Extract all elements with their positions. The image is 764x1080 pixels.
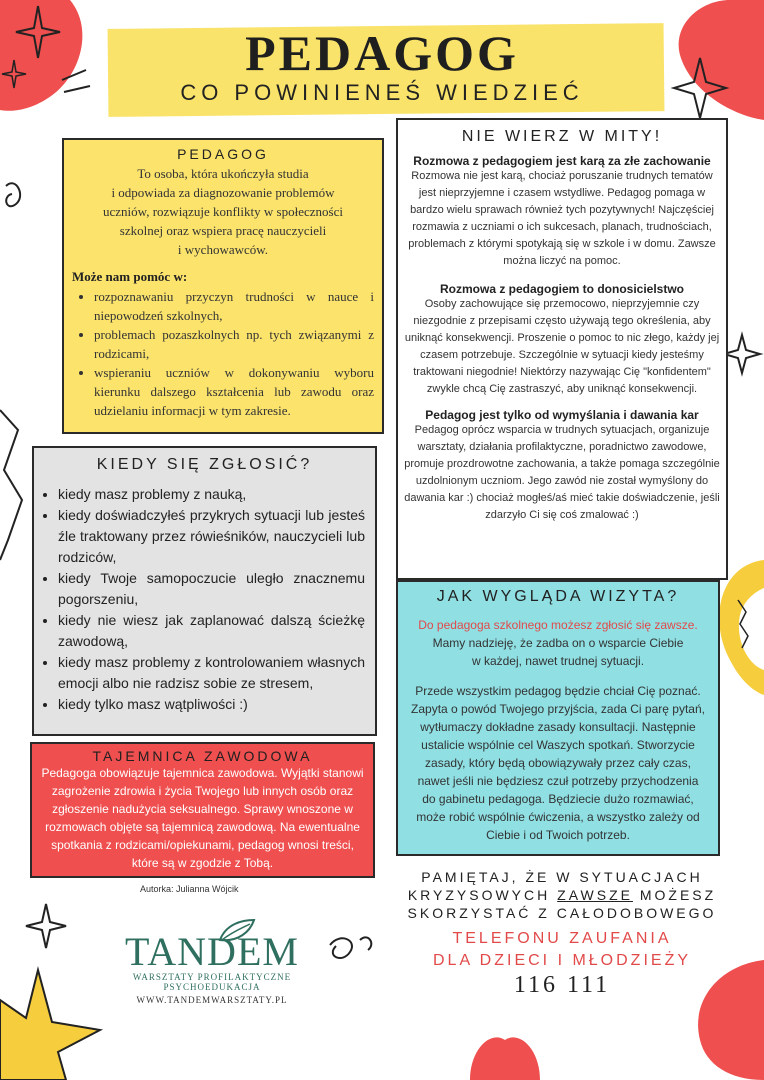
lightning-left (0, 410, 22, 560)
secret-box (30, 742, 375, 878)
crisis-line: PAMIĘTAJ, ŻE W SYTUACJACH (421, 869, 703, 885)
crisis-line (392, 886, 732, 904)
myth-title: Pedagog jest tylko od wymyślania i dawania kar (425, 408, 699, 422)
sparkle-bottom-left (26, 904, 66, 948)
when-heading: KIEDY SIĘ ZGŁOSIĆ? (96, 456, 313, 473)
help-list (64, 287, 382, 420)
squiggle-bottom (330, 937, 371, 958)
myth-title: Rozmowa z pedagogiem jest karą za złe zachowanie (413, 154, 711, 168)
myths-box (396, 118, 728, 580)
leaf-icon (216, 918, 256, 944)
intro-line: szkolnej oraz wspiera pracę nauczycieli (119, 223, 327, 238)
myths-list (398, 154, 726, 524)
page-title: PEDAGOG (245, 25, 519, 81)
visit-text: Przede wszystkim pedagog będzie chciał Cię poznać. Zapyta o powód Twojego przyjścia, zada Ci parę pytań, wytłumaczy dokładne zasady konsultacji. Następnie ustalicie wspólnie cel Waszych spotkań. Stworzycie zasady, który będą obowiązywały przez cały czas, nawet jeśli nie będziesz czuł potrzeby przychodzenia do gabinetu pedagoga. Będziecie dużo rozmawiać, może robić wspólnie ćwiczenia, a wszystko zależy od Ciebie i od Twoich potrzeb. (411, 684, 705, 842)
when-box (32, 446, 377, 736)
visit-box (396, 580, 720, 856)
hotline-name: TELEFONU ZAUFANIA (452, 930, 672, 947)
visit-highlight: Do pedagoga szkolnego możesz zgłosić się zawsze. (418, 618, 698, 632)
pedagog-heading: PEDAGOG (177, 146, 269, 162)
list-item: • kiedy nie wiesz jak zaplanować dalszą ścieżkę zawodową, (58, 610, 365, 652)
crisis-emphasis: ZAWSZE (557, 887, 633, 903)
secret-text: Pedagoga obowiązuje tajemnica zawodowa. Wyjątki stanowi zagrożenie zdrowia i życia Twojego lub innych osób oraz zgłoszenie nadużycia seksualnego. Sprawy wnoszone w rozmowach objęte są tajemnicą zawodową. Na ewentualne spotkania z rodzicami/opiekunami, pedagog wnosi treści, które są w zgodzie z Tobą. (41, 766, 364, 870)
star-bottom-left (0, 970, 100, 1080)
hotline-number: 116 111 (513, 972, 611, 998)
intro-line: i wychowawców. (177, 242, 269, 257)
myth-title: Rozmowa z pedagogiem to donosicielstwo (439, 282, 685, 296)
list-item: • kiedy Twoje samopoczucie uległo znacznemu pogorszeniu, (58, 568, 365, 610)
hotline-audience: DLA DZIECI I MŁODZIEŻY (432, 952, 692, 969)
squiggle-left (6, 183, 20, 206)
logo-tagline-2: PSYCHOEDUKACJA (163, 982, 261, 992)
list-item: • kiedy masz problemy z nauką, (58, 484, 365, 505)
intro-line: i odpowiada za diagnozowanie problemów (111, 185, 335, 200)
list-item: • wspieraniu uczniów w dokonywaniu wyboru kierunku dalszego kształcenia lub zawodu oraz udzielaniu informacji w tym zakresie. (94, 363, 374, 420)
list-item: • problemach pozaszkolnych np. tych związanymi z rodzicami, (94, 325, 374, 363)
myth-text: Rozmowa nie jest karą, chociaż poruszanie trudnych tematów jest nieprzyjemne i czasem wstydliwe. Pedagog pomaga w bardzo wielu sprawach również tych pozytywnych! Najczęściej rozmawia z uczniami o ich sukcesach, planach, trudnościach, problemach z którymi spotykają się w szkole i w domu. Zawsze można liczyć na pomoc. (408, 170, 716, 267)
intro-line: uczniów, rozwiązuje konflikty w społeczności (103, 204, 343, 219)
crisis-line: SKORZYSTAĆ Z CAŁODOBOWEGO (407, 905, 717, 921)
when-list (34, 484, 375, 715)
visit-intro (398, 616, 718, 670)
visit-lead: Mamy nadzieję, że zadba on o wsparcie Ciebie w każdej, nawet trudnej sytuacji. (432, 636, 684, 668)
myth-text: Pedagog oprócz wsparcia w trudnych sytuacjach, organizuje warsztaty, działania profilaktyczne, poradnictwo zawodowe, promuje prozdrowotne zachowania, a także pomaga szczególnie uzdolnionym uczniom. Jego zawód nie został wymyślony do dawania kar :) chociaż mogłeś/aś mieć takie doświadczenie, jeśli zdarzyło Ci się coś zmalować :) (404, 424, 720, 521)
list-item: • kiedy masz problemy z kontrolowaniem własnych emocji albo nie radzisz sobie ze stresem, (58, 652, 365, 694)
logo-tagline-1: WARSZTATY PROFILAKTYCZNE (132, 972, 292, 982)
intro-line: To osoba, która ukończyła studia (137, 166, 309, 181)
crisis-word: KRYZYSOWYCH (407, 887, 551, 903)
list-item: • kiedy tylko masz wątpliwości :) (58, 694, 365, 715)
myths-heading: NIE WIERZ W MITY! (461, 128, 663, 145)
author-credit: Autorka: Julianna Wójcik (140, 884, 239, 894)
visit-heading: JAK WYGLĄDA WIZYTA? (436, 588, 680, 605)
pedagog-box (62, 138, 384, 434)
list-item: • kiedy doświadczyłeś przykrych sytuacji lub jesteś źle traktowany przez rówieśników, nauczycieli lub rodziców, (58, 505, 365, 568)
tandem-logo (112, 918, 312, 1005)
secret-heading: TAJEMNICA ZAWODOWA (92, 748, 313, 764)
pedagog-intro (64, 164, 382, 259)
list-item: • rozpoznawaniu przyczyn trudności w nauce i niepowodzeń szkolnych, (94, 287, 374, 325)
help-label: Może nam pomóc w: (72, 269, 188, 284)
logo-url: WWW.TANDEMWARSZTATY.PL (136, 995, 288, 1005)
crisis-word: MOŻESZ (639, 887, 717, 903)
red-drop-bottom (470, 1037, 540, 1080)
sparkle-right (724, 335, 760, 373)
crisis-note (392, 868, 732, 998)
page-subtitle: CO POWINIENEŚ WIEDZIEĆ (180, 80, 584, 105)
logo-name: TANDEM (125, 929, 299, 974)
myth-text: Osoby zachowujące się przemocowo, nieprzyjemnie czy niezgodnie z przepisami często używają tego określenia, aby uniknąć konsekwencji. Proszenie o pomoc to nic złego, każdy jej czasem potrzebuje. Szczególnie w sytuacji kiedy jesteśmy traktowani niegodnie! Niektórzy nazywając Cię "konfidentem" zwykle chcą Cię zastraszyć, aby uniknąć konsekwencji. (404, 298, 720, 395)
